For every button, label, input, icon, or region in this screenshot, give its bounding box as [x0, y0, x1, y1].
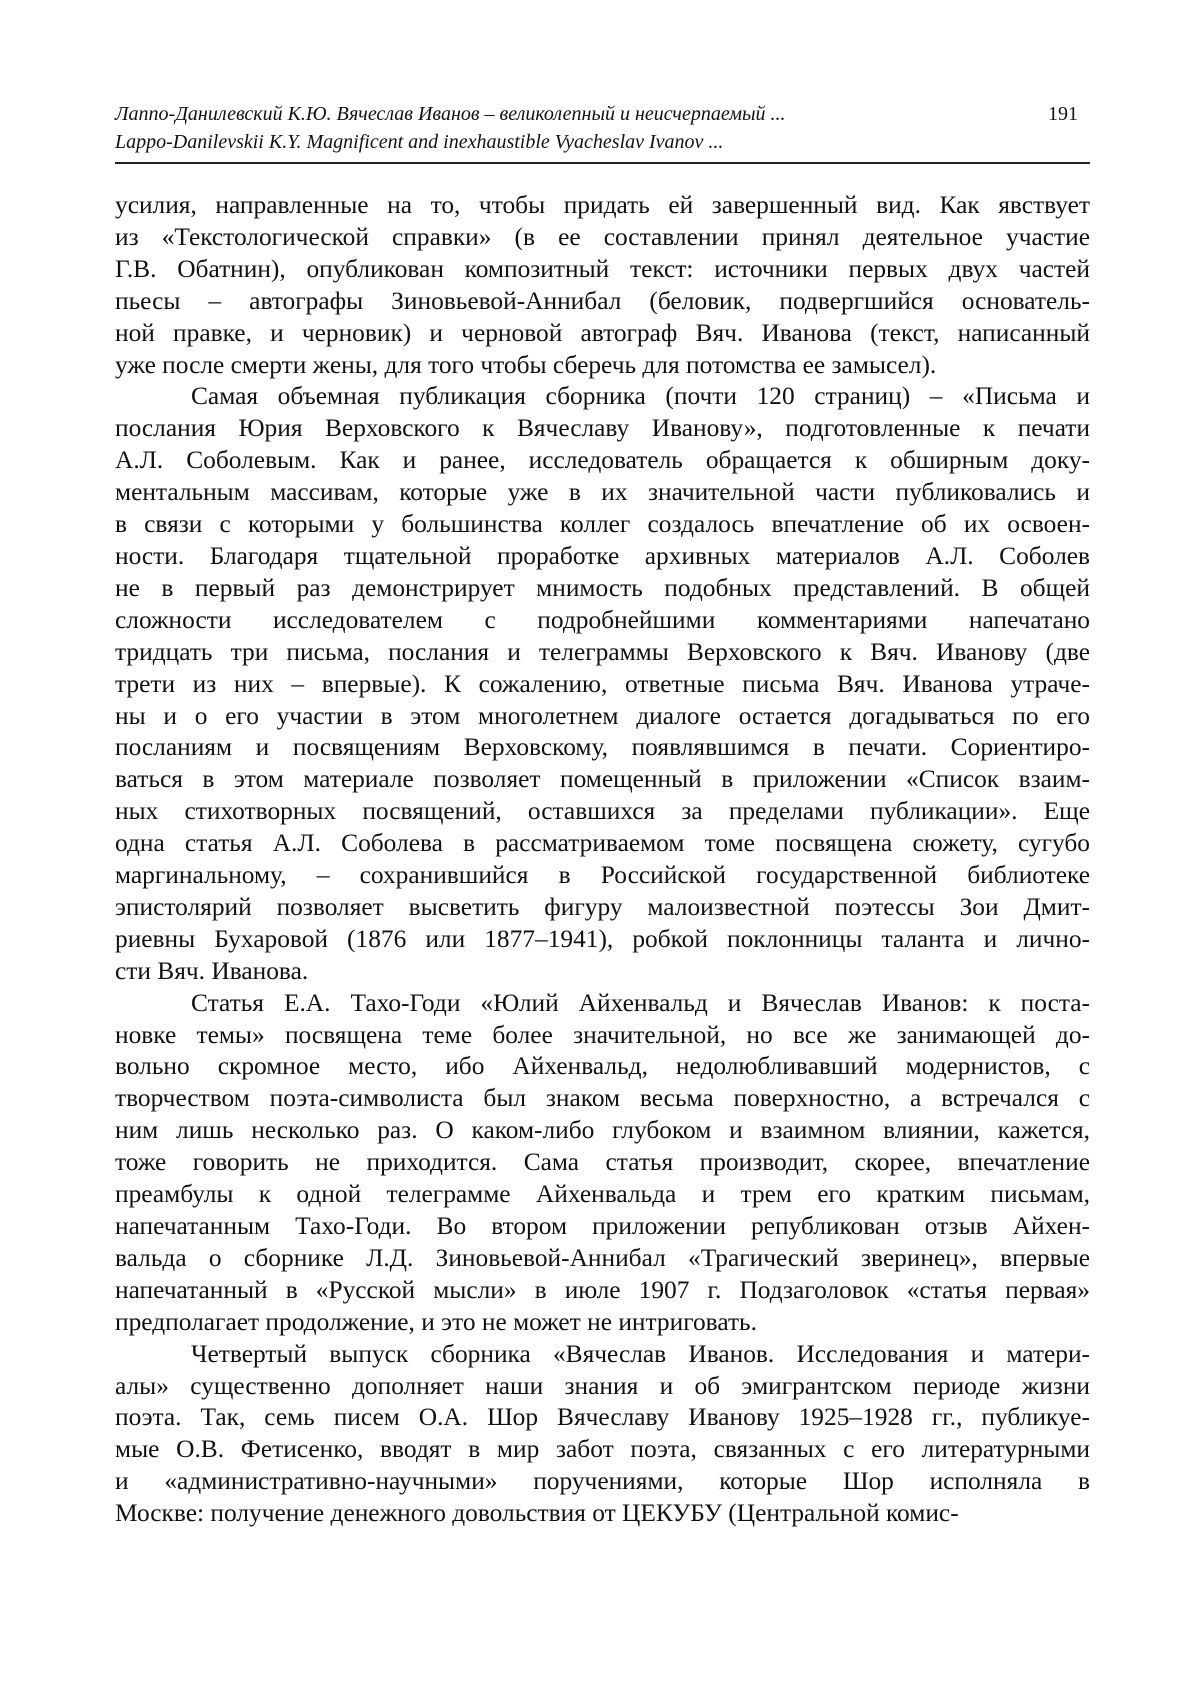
text-line: сложности исследователем с подробнейшими комментариями напечатано	[115, 605, 1090, 634]
text-line: мые О.В. Фетисенко, вводят в мир забот поэта, связанных с его литературными	[115, 1435, 1090, 1464]
text-line: поэта. Так, семь писем О.А. Шор Вячеславу Иванову 1925–1928 гг., публикуе-	[115, 1403, 1090, 1432]
text-line: одна статья А.Л. Соболева в рассматриваемом томе посвящена сюжету, сугубо	[115, 829, 1090, 858]
text-line: напечатанным Тахо-Годи. Во втором приложении републикован отзыв Айхен-	[115, 1212, 1090, 1240]
text-line: сти Вяч. Иванова.	[115, 956, 309, 985]
text-line: ним лишь несколько раз. О каком-либо глубоком и взаимном влиянии, кажется,	[115, 1116, 1090, 1145]
text-line: вольно скромное место, ибо Айхенвальд, недолюбливавший модернистов, с	[115, 1052, 1090, 1081]
text-line: ных стихотворных посвящений, оставшихся за пределами публикации». Еще	[115, 797, 1090, 826]
text-line: тоже говорить не приходится. Сама статья производит, скорее, впечатление	[115, 1148, 1090, 1177]
text-line: эпистолярий позволяет высветить фигуру малоизвестной поэтессы Зои Дмит-	[115, 892, 1090, 921]
text-line: ваться в этом материале позволяет помещенный в приложении «Список взаим-	[115, 765, 1090, 794]
text-line: пьесы – автографы Зиновьевой-Аннибал (беловик, подвергшийся основатель-	[115, 286, 1090, 315]
text-line: ности. Благодаря тщательной проработке архивных материалов А.Л. Соболев	[115, 541, 1090, 570]
page-number: 191	[1048, 103, 1078, 125]
text-line: новке темы» посвящена теме более значительной, но все же занимающей до-	[115, 1020, 1090, 1049]
article-body	[115, 190, 1090, 1530]
document-page	[115, 100, 1090, 1530]
text-line: послания Юрия Верховского к Вячеславу Иванову», подготовленные к печати	[115, 414, 1090, 443]
text-line: Четвертый выпуск сборника «Вячеслав Иванов. Исследования и матери-	[191, 1339, 1090, 1368]
text-line: усилия, направленные на то, чтобы придать ей завершенный вид. Как явствует	[115, 191, 1090, 219]
header-author-title-en: Lappo-Danilevskii K.Y. Magnificent and inexhaustible Vyacheslav Ivanov ...	[115, 131, 724, 153]
text-line: риевны Бухаровой (1876 или 1877–1941), робкой поклонницы таланта и лично-	[115, 924, 1090, 953]
text-line: ной правке, и черновик) и черновой автограф Вяч. Иванова (текст, написанный	[115, 318, 1090, 347]
text-line: Г.В. Обатнин), опубликован композитный текст: источники первых двух частей	[115, 254, 1090, 283]
paragraph	[115, 381, 1090, 987]
paragraph	[115, 1339, 1090, 1530]
paragraph	[115, 190, 1090, 381]
text-line: тридцать три письма, послания и телеграммы Верховского к Вяч. Иванову (две	[115, 637, 1090, 666]
header-author-title-ru: Лаппо-Данилевский К.Ю. Вячеслав Иванов – великолепный и неисчерпаемый ...	[115, 103, 786, 125]
text-line: творчеством поэта-символиста был знаком весьма поверхностно, а встречался с	[115, 1084, 1090, 1113]
text-line: Статья Е.А. Тахо-Годи «Юлий Айхенвальд и Вячеслав Иванов: к поста-	[191, 988, 1090, 1017]
paragraph	[115, 988, 1090, 1339]
text-line: вальда о сборнике Л.Д. Зиновьевой-Аннибал «Трагический зверинец», впервые	[115, 1243, 1090, 1272]
text-line: ментальным массивам, которые уже в их значительной части публиковались и	[115, 478, 1090, 507]
text-line: предполагает продолжение, и это не может не интриговать.	[115, 1307, 757, 1336]
text-line: посланиям и посвящениям Верховскому, появлявшимся в печати. Сориентиро-	[115, 733, 1090, 762]
text-line: уже после смерти жены, для того чтобы сберечь для потомства ее замысел).	[115, 350, 937, 379]
text-line: Самая объемная публикация сборника (почти 120 страниц) – «Письма и	[191, 382, 1090, 411]
text-line: маргинальному, – сохранившийся в Российской государственной библиотеке	[115, 861, 1090, 890]
text-line: алы» существенно дополняет наши знания и об эмигрантском периоде жизни	[115, 1371, 1090, 1400]
text-line: А.Л. Соболевым. Как и ранее, исследователь обращается к обширным доку-	[115, 446, 1090, 475]
text-line: Москве: получение денежного довольствия от ЦЕКУБУ (Центральной комис-	[115, 1499, 959, 1528]
text-line: не в первый раз демонстрирует мнимость подобных представлений. В общей	[115, 573, 1090, 602]
running-header	[115, 100, 1090, 164]
text-line: и «административно-научными» поручениями, которые Шор исполняла в	[115, 1467, 1090, 1496]
text-line: ны и о его участии в этом многолетнем диалоге остается догадываться по его	[115, 701, 1090, 730]
text-line: преамбулы к одной телеграмме Айхенвальда и трем его кратким письмам,	[115, 1180, 1090, 1209]
text-line: в связи с которыми у большинства коллег создалось впечатление об их освоен-	[115, 510, 1090, 539]
text-line: напечатанный в «Русской мысли» в июле 1907 г. Подзаголовок «статья первая»	[115, 1275, 1090, 1304]
text-line: трети из них – впервые). К сожалению, ответные письма Вяч. Иванова утраче-	[115, 669, 1090, 698]
text-line: из «Текстологической справки» (в ее составлении принял деятельное участие	[115, 222, 1090, 251]
